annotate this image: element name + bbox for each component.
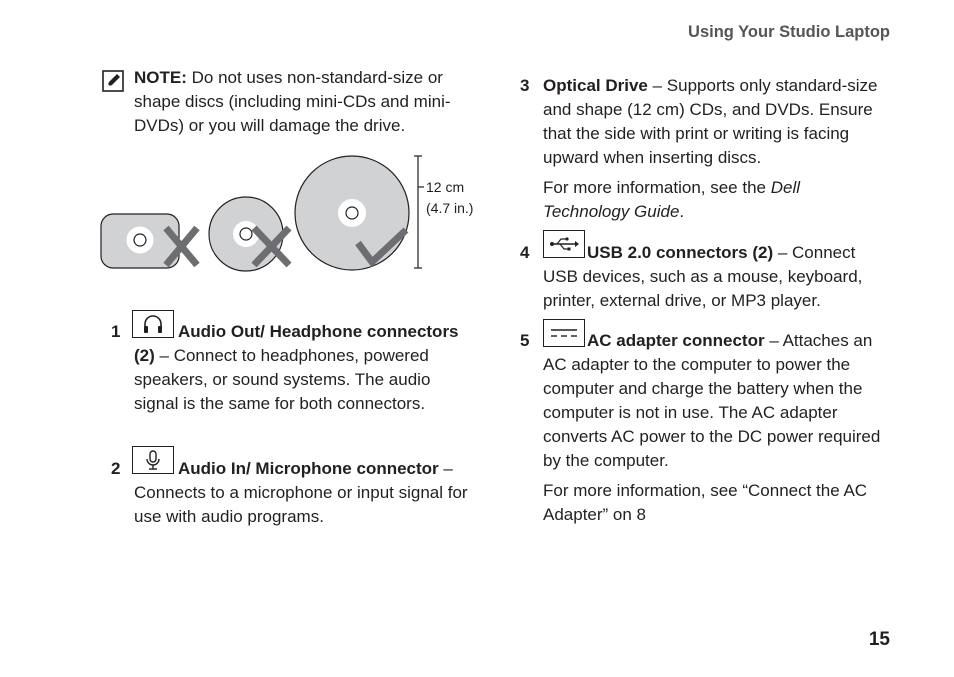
item-1-description: [134, 320, 474, 416]
mini-disc: [209, 197, 283, 271]
item-3-description: [543, 74, 888, 170]
item-4-title: USB 2.0 connectors (2): [587, 243, 774, 262]
item-3-number: 3: [520, 76, 530, 95]
page-number: 15: [868, 629, 890, 650]
item-2-title: Audio In/ Microphone connector: [178, 459, 439, 478]
item-4-description: [543, 241, 888, 313]
item-4-number: 4: [520, 243, 530, 262]
note-label: NOTE:: [134, 68, 187, 87]
item-1-dash: –: [154, 346, 174, 365]
note-pencil-icon: [102, 70, 124, 92]
dimension-cm: 12 cm: [426, 179, 465, 195]
item-3-more-ref: Dell Technology Guide: [543, 178, 801, 221]
item-2-text: Connects to a microphone or input signal for use with audio programs.: [134, 483, 468, 526]
note-text: Do not uses non-standard-size or shape discs (including mini-CDs and mini-DVDs) or you will damage the drive.: [134, 68, 451, 135]
item-5-title: AC adapter connector: [587, 331, 765, 350]
item-5-dash: –: [764, 331, 783, 350]
item-5-description: [543, 329, 888, 473]
item-3-more-info: [543, 176, 888, 224]
item-1-title: Audio Out/ Headphone connectors (2): [134, 322, 459, 365]
dimension-in: (4.7 in.): [426, 200, 474, 216]
item-3-more-suffix: .: [679, 202, 685, 221]
standard-disc: [295, 156, 409, 270]
item-1-text: Connect to headphones, powered speakers, or sound systems. The audio signal is the same for both connectors.: [134, 346, 431, 413]
note: [134, 66, 479, 138]
item-3-dash: –: [647, 76, 667, 95]
item-4-text: Connect USB devices, such as a mouse, keyboard, printer, external drive, or MP3 player.: [543, 243, 863, 310]
item-5-more-info: For more information, see “Connect the AC Adapter” on 8: [543, 481, 868, 524]
item-5-text: Attaches an AC adapter to the computer to power the computer and charge the battery when the computer is not in use. The AC adapter converts AC power to the DC power required by the computer.: [543, 331, 881, 470]
item-1-number: 1: [111, 322, 121, 341]
dimension-bracket: [414, 156, 424, 268]
item-2-dash: –: [438, 459, 453, 478]
running-header: Using Your Studio Laptop: [688, 23, 890, 41]
item-2-description: [134, 457, 474, 529]
item-3-title: Optical Drive: [543, 76, 648, 95]
disc-size-figure: [96, 150, 486, 280]
item-4-dash: –: [773, 243, 793, 262]
item-3-text: Supports only standard-size and shape (12 cm) CDs, and DVDs. Ensure that the side with print or writing is facing upward when inserting discs.: [543, 76, 878, 167]
item-3-more-prefix: For more information, see the: [543, 178, 771, 197]
item-5-number: 5: [520, 331, 530, 350]
item-2-number: 2: [111, 459, 121, 478]
